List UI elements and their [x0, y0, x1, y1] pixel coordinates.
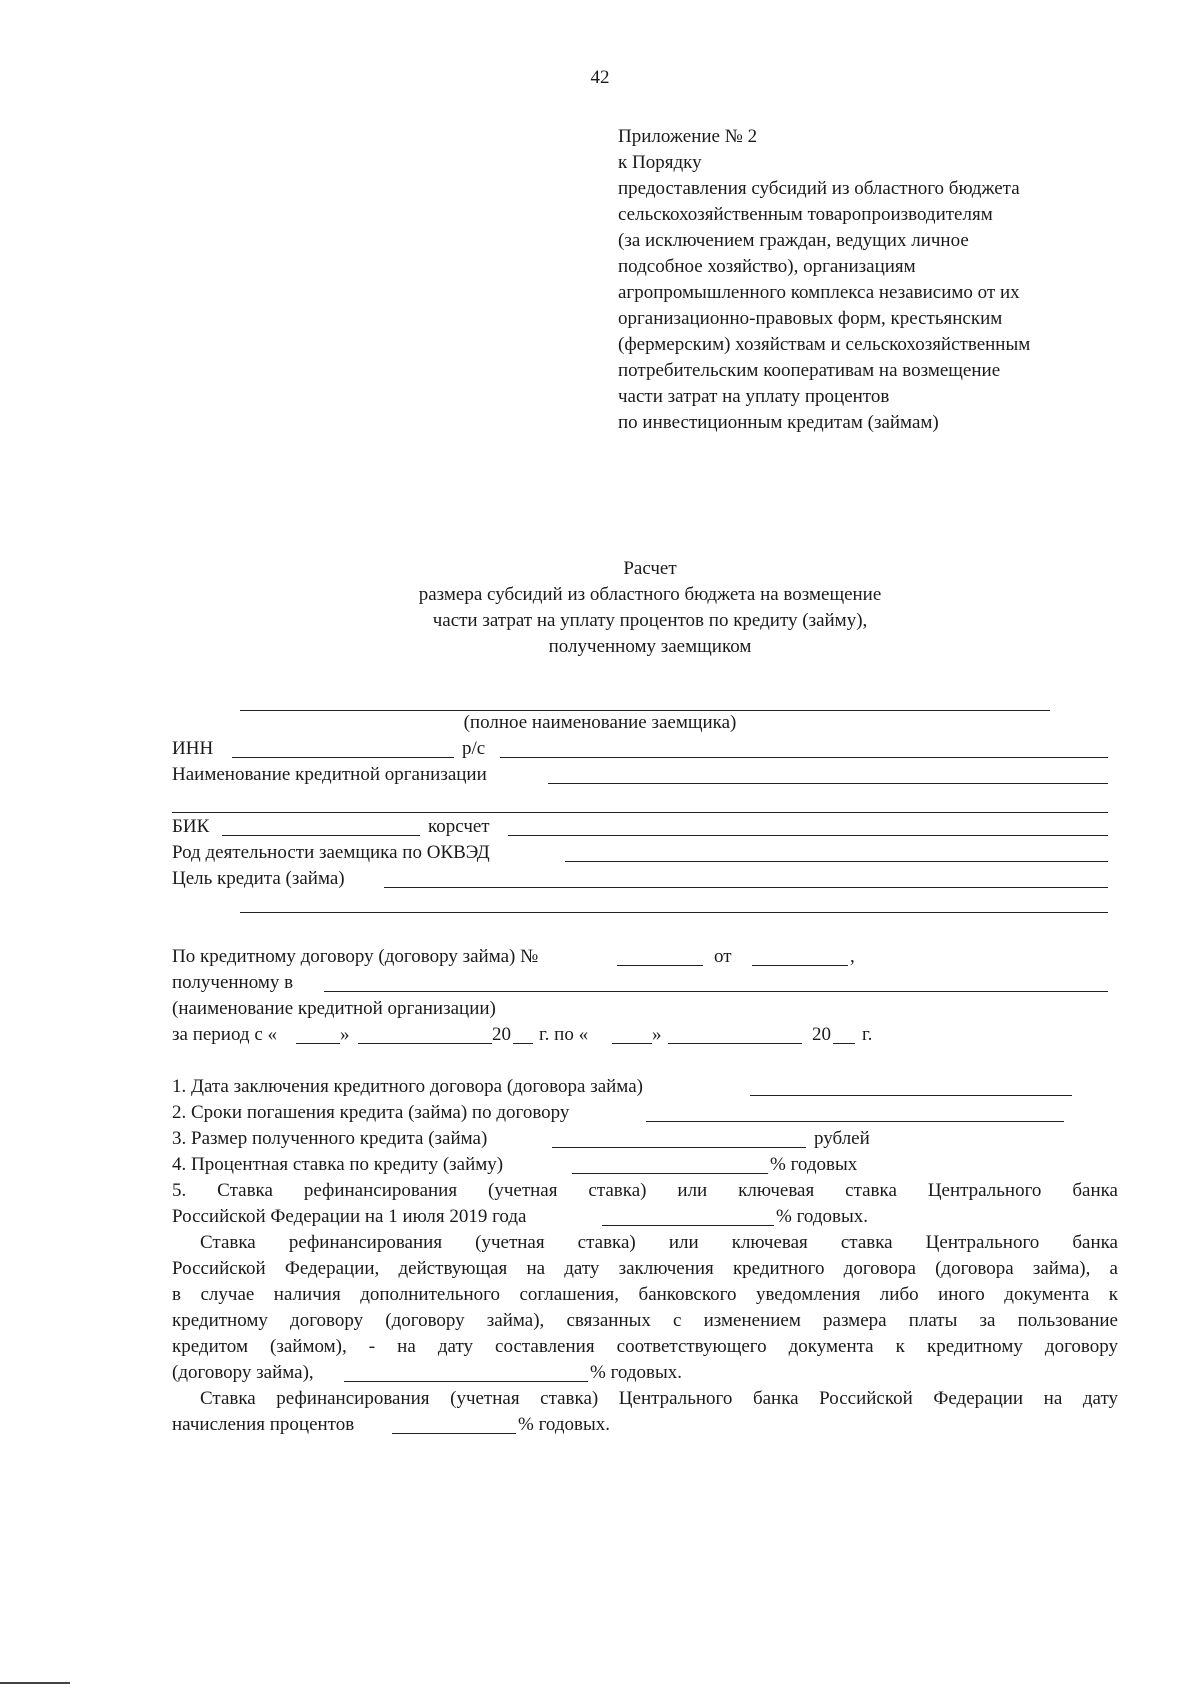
purpose-field[interactable] [384, 887, 1108, 888]
period-quote-close: » [340, 1024, 350, 1045]
contract-label: По кредитному договору (договору займа) № [172, 946, 539, 967]
inn-label: ИНН [172, 738, 214, 759]
scan-edge-mark [0, 1682, 70, 1684]
item-interest-rate-label: 4. Процентная ставка по кредиту (займу) [172, 1154, 504, 1175]
period-end-day-field[interactable] [612, 1043, 652, 1044]
period-end-year-field[interactable] [833, 1043, 855, 1044]
item-refinancing-rate-line: 5. Ставка рефинансирования (учетная ставка) или ключевая ставка Центрального банка [172, 1180, 1118, 1201]
received-in-label: полученному в [172, 972, 294, 993]
okved-label: Род деятельности заемщика по ОКВЭД [172, 842, 490, 863]
period-end-label: г. по « [539, 1024, 589, 1045]
appendix-line: по инвестиционным кредитам (займам) [618, 412, 939, 433]
paragraph-line: Ставка рефинансирования (учетная ставка) или ключевая ставка Центрального банка [200, 1232, 1118, 1253]
item-loan-amount-label: 3. Размер полученного кредита (займа) [172, 1128, 488, 1149]
korschet-label: корсчет [428, 816, 490, 837]
period-start-year-prefix: 20 [492, 1024, 511, 1045]
appendix-line: организационно-правовых форм, крестьянским [618, 308, 1003, 329]
period-year-suffix: г. [862, 1024, 873, 1045]
period-end-year-prefix: 20 [812, 1024, 831, 1045]
accrual-rate-paragraph-line: Ставка рефинансирования (учетная ставка) Центрального банка Российской Федерации на дату [200, 1388, 1118, 1409]
appendix-line: к Порядку [618, 152, 702, 173]
bik-field[interactable] [222, 835, 420, 836]
contract-date-label: от [714, 946, 732, 967]
credit-org-caption: (наименование кредитной организации) [172, 998, 496, 1019]
current-rate-field[interactable] [344, 1381, 588, 1382]
title-line: части затрат на уплату процентов по кредиту (займу), [432, 610, 868, 631]
okved-field[interactable] [565, 861, 1108, 862]
purpose-field-continued[interactable] [240, 912, 1108, 913]
period-start-month-field[interactable] [358, 1043, 492, 1044]
appendix-line: предоставления субсидий из областного бюджета [618, 178, 1020, 199]
credit-org-field[interactable] [548, 783, 1108, 784]
item-contract-date-field[interactable] [750, 1095, 1072, 1096]
comma-text: , [850, 946, 855, 967]
title-line: полученному заемщиком [548, 636, 752, 657]
paragraph-line: (договору займа), [172, 1362, 314, 1383]
korschet-field[interactable] [508, 835, 1108, 836]
period-start-day-field[interactable] [296, 1043, 340, 1044]
purpose-label: Цель кредита (займа) [172, 868, 345, 889]
appendix-line: (за исключением граждан, ведущих личное [618, 230, 969, 251]
inn-field[interactable] [232, 757, 454, 758]
credit-org-field-continued[interactable] [172, 812, 1108, 813]
item-refinancing-rate-label: Российской Федерации на 1 июля 2019 года [172, 1206, 527, 1227]
paragraph-line: кредитом (займом), - на дату составления соответствующего документа к кредитному договору [172, 1336, 1118, 1357]
paragraph-line: кредитному договору (договору займа), связанных с изменением размера платы за пользование [172, 1310, 1118, 1331]
item-repayment-terms-label: 2. Сроки погашения кредита (займа) по договору [172, 1102, 570, 1123]
item-interest-rate-field[interactable] [572, 1173, 768, 1174]
period-start-label: за период с « [172, 1024, 278, 1045]
rs-field[interactable] [500, 757, 1108, 758]
item-interest-rate-unit: % годовых [770, 1154, 858, 1175]
bik-label: БИК [172, 816, 210, 837]
period-end-month-field[interactable] [668, 1043, 802, 1044]
appendix-line: Приложение № 2 [618, 126, 758, 147]
appendix-line: агропромышленного комплекса независимо от их [618, 282, 1020, 303]
appendix-line: (фермерским) хозяйствам и сельскохозяйственным [618, 334, 1031, 355]
current-rate-unit: % годовых. [590, 1362, 683, 1383]
received-in-field[interactable] [324, 991, 1108, 992]
document-title [300, 556, 1000, 660]
appendix-line: подсобное хозяйство), организациям [618, 256, 916, 277]
borrower-name-caption: (полное наименование заемщика) [463, 712, 737, 733]
period-quote-close: » [652, 1024, 662, 1045]
credit-org-label: Наименование кредитной организации [172, 764, 487, 785]
paragraph-line: Российской Федерации, действующая на дату заключения кредитного договора (договора займа), а [172, 1258, 1118, 1279]
rs-label: р/с [462, 738, 486, 759]
title-line: размера субсидий из областного бюджета на возмещение [418, 584, 882, 605]
accrual-rate-label: начисления процентов [172, 1414, 355, 1435]
appendix-line: сельскохозяйственным товаропроизводителям [618, 204, 993, 225]
contract-number-field[interactable] [617, 965, 703, 966]
item-loan-amount-unit: рублей [814, 1128, 870, 1149]
appendix-line: части затрат на уплату процентов [618, 386, 890, 407]
item-refinancing-rate-unit: % годовых. [776, 1206, 869, 1227]
paragraph-line: в случае наличия дополнительного соглашения, банковского уведомления либо иного документа к [172, 1284, 1118, 1305]
contract-date-field[interactable] [752, 965, 848, 966]
appendix-header [618, 124, 1118, 436]
period-start-year-field[interactable] [513, 1043, 533, 1044]
item-repayment-terms-field[interactable] [646, 1121, 1064, 1122]
refinancing-rate-paragraph [172, 1230, 1118, 1360]
page-number: 42 [590, 67, 610, 88]
accrual-rate-unit: % годовых. [518, 1414, 611, 1435]
title-heading: Расчет [623, 558, 677, 579]
item-refinancing-rate-field[interactable] [602, 1225, 774, 1226]
accrual-rate-field[interactable] [392, 1433, 516, 1434]
item-contract-date-label: 1. Дата заключения кредитного договора (договора займа) [172, 1076, 643, 1097]
appendix-line: потребительским кооперативам на возмещение [618, 360, 1001, 381]
item-loan-amount-field[interactable] [552, 1147, 806, 1148]
